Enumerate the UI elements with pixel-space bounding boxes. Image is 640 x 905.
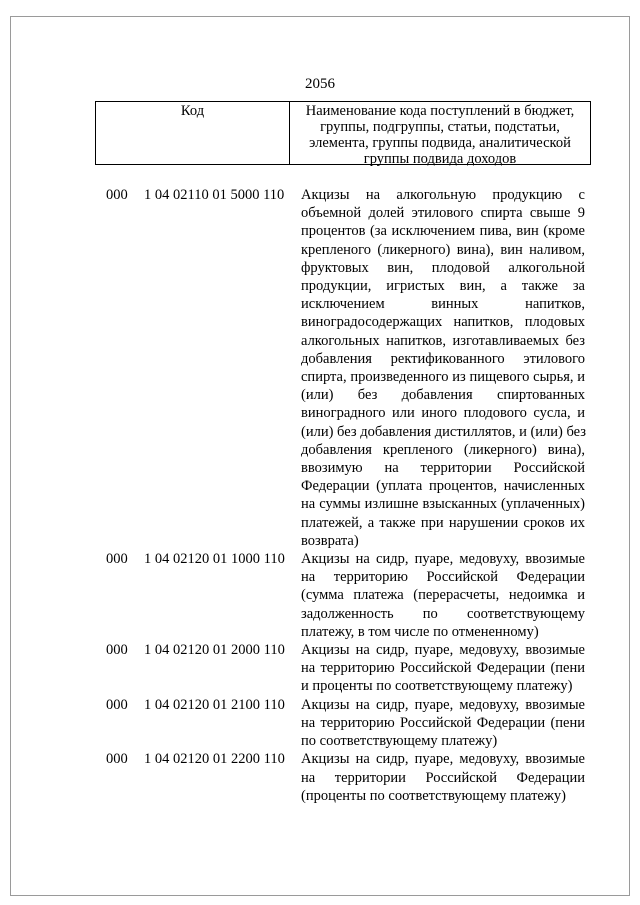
description-line: и проценты по соответствующему платежу) (301, 678, 573, 695)
description-line: процентов (за исключением пива, вин (кроме (301, 223, 585, 240)
row-code-prefix: 000 (106, 696, 128, 713)
table-body (0, 186, 640, 805)
table-row (0, 641, 640, 696)
description-line: алкогольных напитков, изготавливаемых без (301, 332, 585, 349)
description-line: фруктовых вин, плодовой алкогольной (301, 259, 585, 276)
description-line: спирта, произведенного из пищевого сырья, и (301, 369, 585, 386)
row-code: 1 04 02120 01 2000 110 (144, 642, 285, 659)
row-description (301, 750, 585, 805)
header-code-label: Код (96, 102, 290, 164)
row-code-prefix: 000 (106, 751, 128, 768)
description-line: крепленого (ликерного) вина), вин наливом, (301, 241, 585, 258)
description-line: Федерации (уплата процентов, начисленных (301, 478, 585, 495)
table-header (95, 101, 591, 165)
row-code: 1 04 02120 01 2100 110 (144, 696, 285, 713)
description-line: (сумма платежа (перерасчеты, недоимка и (301, 587, 585, 604)
description-line: задолженность по соответствующему (301, 605, 585, 622)
description-line: на территорию Российской Федерации (301, 569, 585, 586)
table-row (0, 550, 640, 641)
row-code: 1 04 02120 01 1000 110 (144, 551, 285, 568)
table-row (0, 186, 640, 550)
table-row (0, 750, 640, 805)
description-line: виноградосодержащих напитков, плодовых (301, 314, 585, 331)
description-line: возврата) (301, 532, 359, 549)
row-description (301, 696, 585, 751)
description-line: на территории Российской Федерации (301, 769, 585, 786)
description-line: ввозимую на территории Российской (301, 460, 585, 477)
description-line: Акцизы на сидр, пуаре, медовуху, ввозимые (301, 551, 585, 568)
description-line: виноградного или иного плодового сусла, и (301, 405, 585, 422)
description-line: (или) без добавления спиртованных (301, 387, 585, 404)
description-line: платежей, а также при нарушении сроков их (301, 514, 585, 531)
header-name-label: Наименование кода поступлений в бюджет, группы, подгруппы, статьи, подстатьи, элемента, группы подвида, аналитической группы подвида доходов (305, 103, 575, 167)
row-code-prefix: 000 (106, 642, 128, 659)
row-description (301, 550, 585, 641)
description-line: объемной долей этилового спирта свыше 9 (301, 205, 585, 222)
description-line: Акцизы на сидр, пуаре, медовуху, ввозимые (301, 751, 585, 768)
description-line: на территорию Российской Федерации (пени (301, 714, 585, 731)
description-line: по соответствующему платежу) (301, 733, 498, 750)
row-code-prefix: 000 (106, 187, 128, 203)
table-row (0, 696, 640, 751)
description-line: платежу, в том числе по отмененному) (301, 623, 539, 640)
row-code-prefix: 000 (106, 551, 128, 568)
description-line: добавления ректификованного этилового (301, 350, 585, 367)
page-number: 2056 (305, 76, 335, 92)
description-line: Акцизы на сидр, пуаре, медовуху, ввозимые (301, 696, 585, 713)
description-line: (или) без добавления дистиллятов, и (или) без (301, 423, 587, 440)
description-line: Акцизы на алкогольную продукцию с (301, 187, 585, 203)
description-line: продукции, игристых вин, а также за (301, 278, 585, 295)
description-line: (проценты по соответствующему платежу) (301, 787, 566, 804)
description-line: на территорию Российской Федерации (пени (301, 660, 585, 677)
description-line: добавления крепленого (ликерного) вина), (301, 441, 585, 458)
description-line: на суммы излишне взысканных (уплаченных) (301, 496, 585, 513)
description-line: Акцизы на сидр, пуаре, медовуху, ввозимые (301, 642, 585, 659)
row-code: 1 04 02110 01 5000 110 (144, 187, 285, 203)
row-description (301, 186, 585, 550)
row-code: 1 04 02120 01 2200 110 (144, 751, 285, 768)
description-line: исключением винных напитков, (301, 296, 585, 313)
row-description (301, 641, 585, 696)
